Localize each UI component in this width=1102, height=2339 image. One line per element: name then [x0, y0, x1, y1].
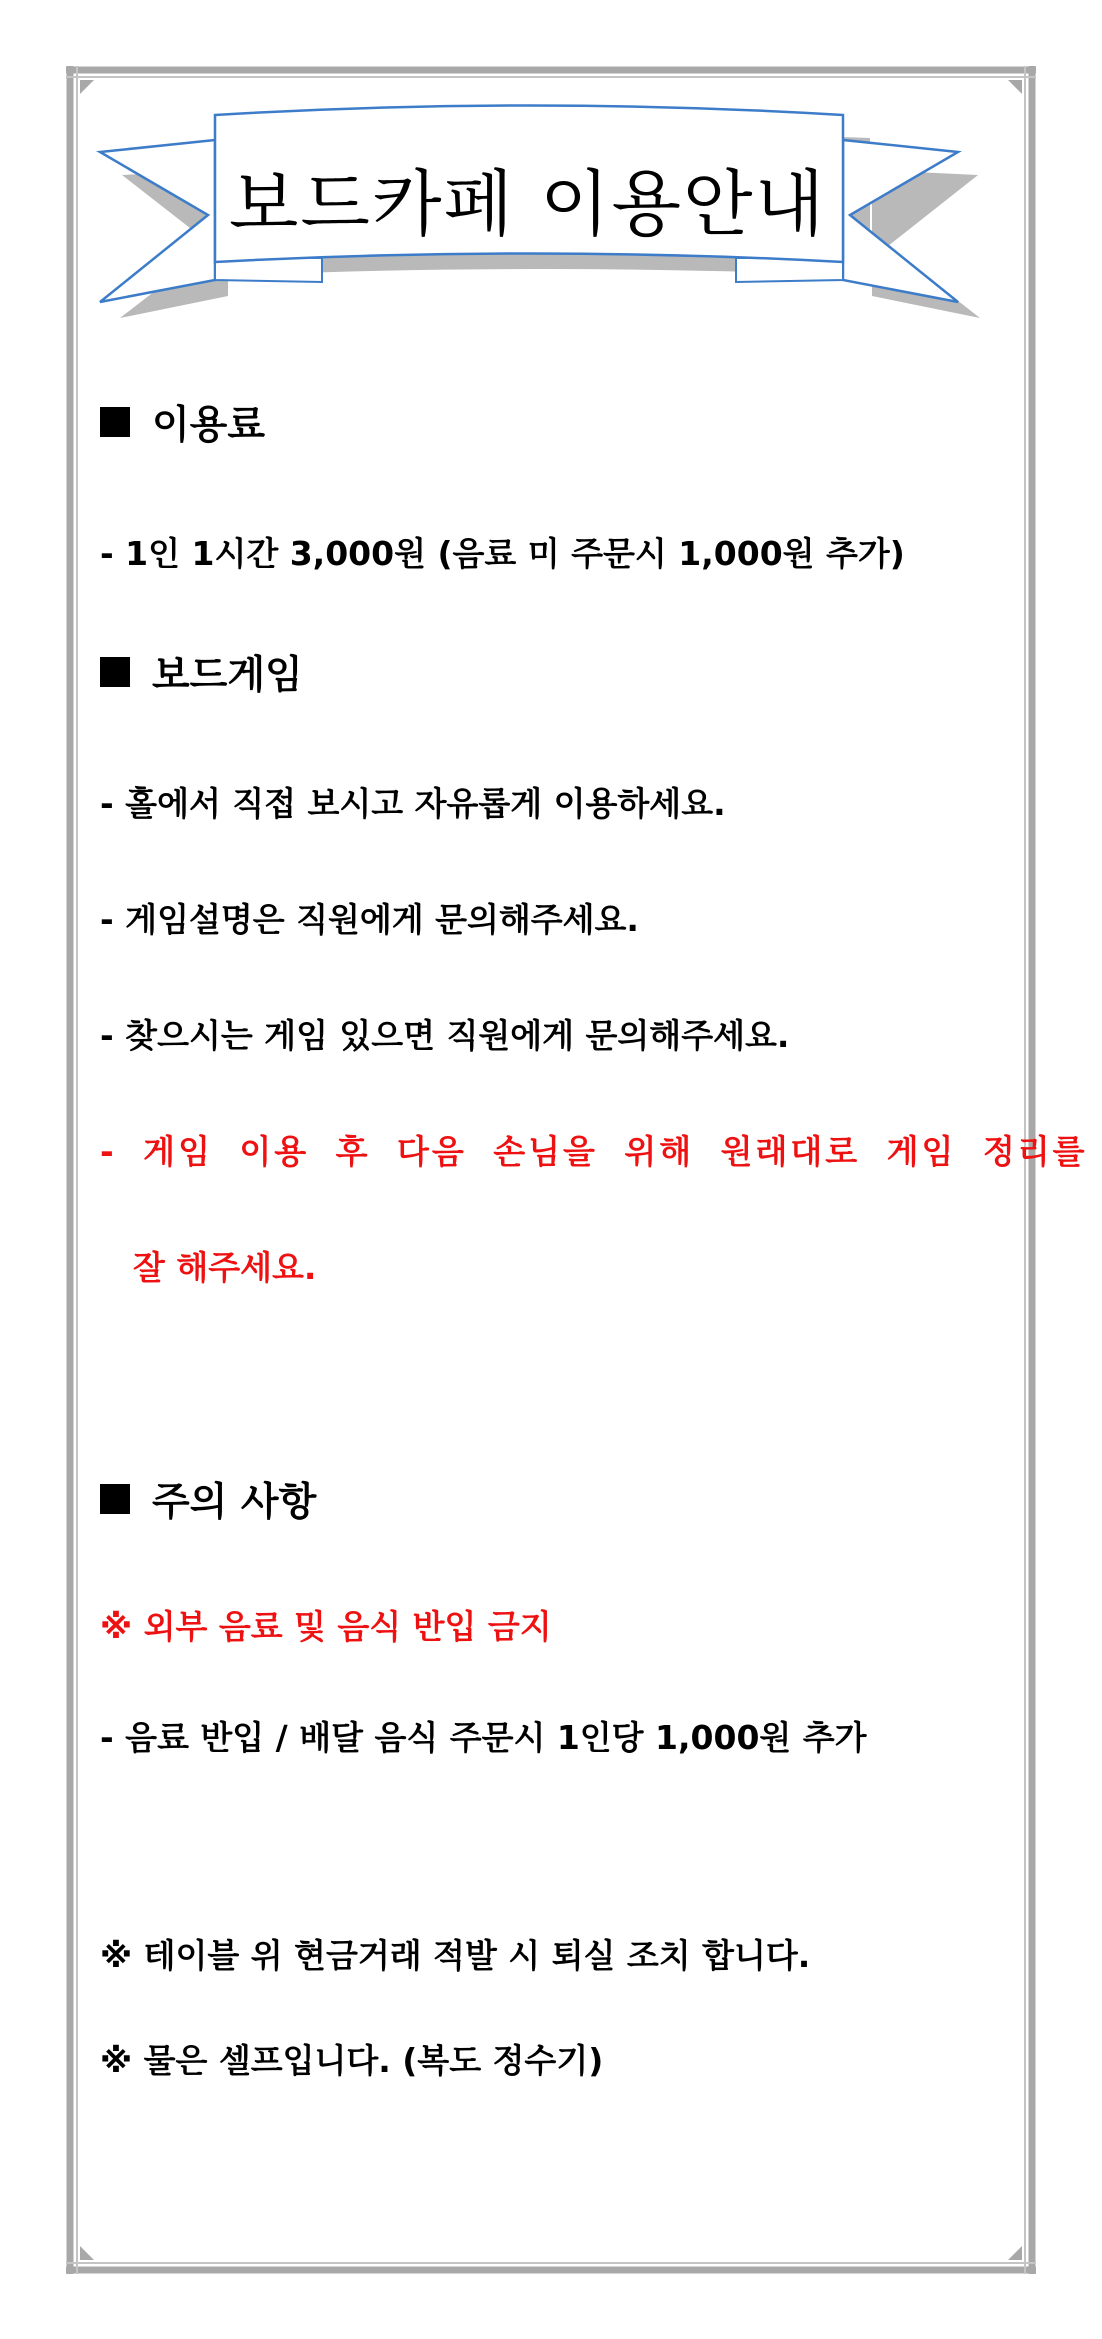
section-heading-fee-label: 이용료 [152, 403, 266, 448]
boardgame-line-5-warning: 잘 해주세요. [133, 1248, 317, 1287]
note-line-1: ※ 테이블 위 현금거래 적발 시 퇴실 조치 합니다. [100, 1936, 811, 1975]
boardgame-line-1: - 홀에서 직접 보시고 자유롭게 이용하세요. [100, 784, 726, 823]
fee-line: - 1인 1시간 3,000원 (음료 미 주문시 1,000원 추가) [100, 534, 905, 573]
section-heading-caution [100, 1471, 316, 1527]
caution-line-2: - 음료 반입 / 배달 음식 주문시 1인당 1,000원 추가 [100, 1718, 867, 1757]
section-heading-boardgame-label: 보드게임 [152, 653, 303, 698]
section-heading-boardgame [100, 644, 303, 700]
black-square-icon [100, 407, 130, 437]
section-heading-fee [100, 394, 265, 450]
boardgame-line-3: - 찾으시는 게임 있으면 직원에게 문의해주세요. [100, 1016, 790, 1055]
page-title: 보드카페 이용안내 [228, 162, 827, 246]
boardgame-line-4-warning: - 게임 이용 후 다음 손님을 위해 원래대로 게임 정리를 [100, 1132, 1088, 1171]
boardgame-line-2: - 게임설명은 직원에게 문의해주세요. [100, 900, 639, 939]
black-square-icon [100, 657, 130, 687]
black-square-icon [100, 1484, 130, 1514]
caution-line-1: ※ 외부 음료 및 음식 반입 금지 [100, 1607, 552, 1646]
note-line-2: ※ 물은 셀프입니다. (복도 정수기) [100, 2041, 604, 2080]
section-heading-caution-label: 주의 사항 [152, 1480, 317, 1525]
